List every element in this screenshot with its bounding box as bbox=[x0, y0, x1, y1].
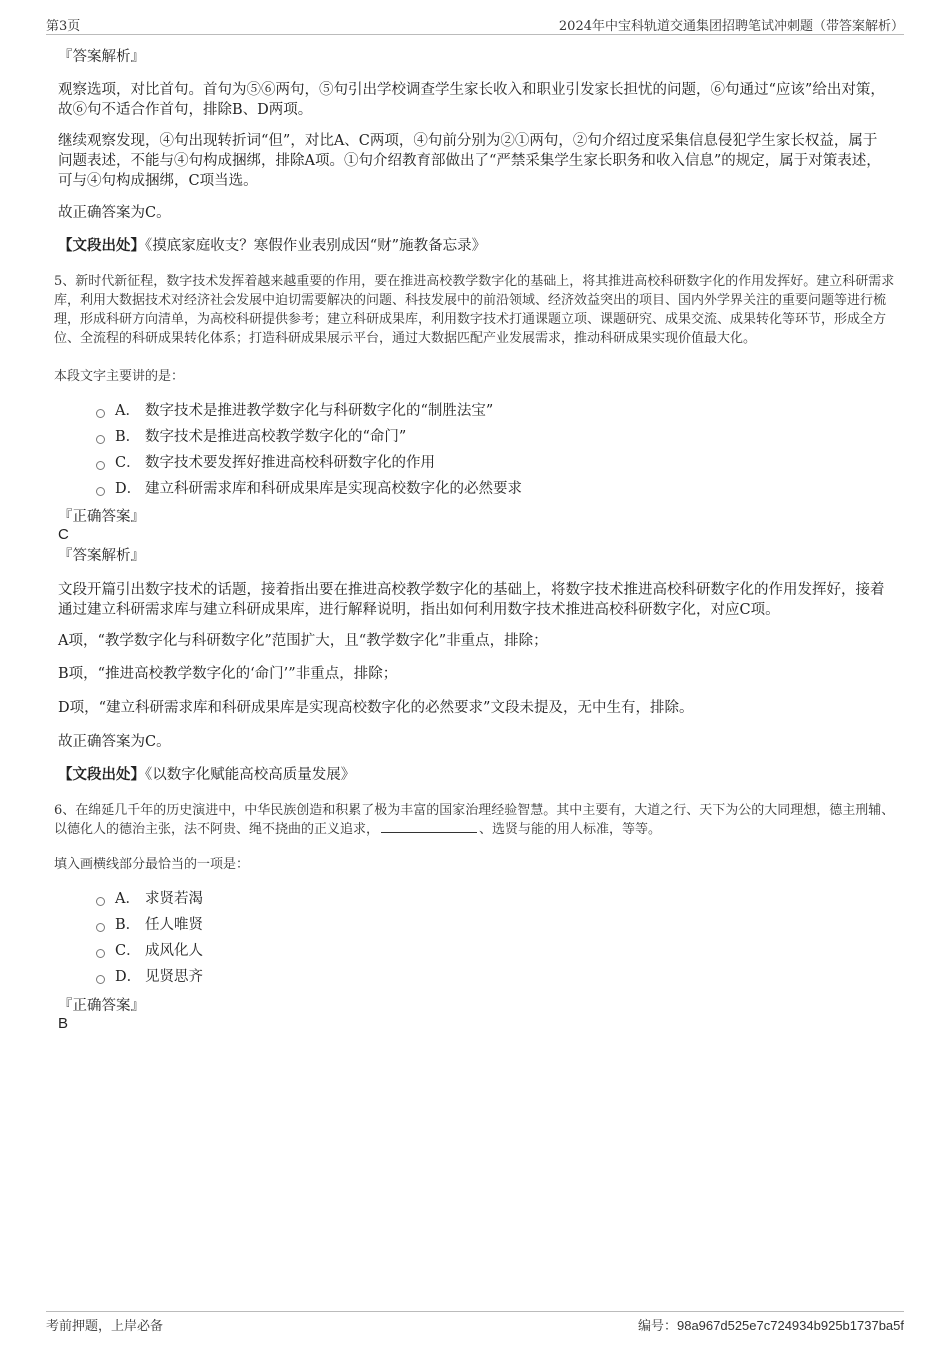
footer-slogan: 考前押题，上岸必备 bbox=[46, 1319, 164, 1334]
q4-analysis-label: 『答案解析』 bbox=[58, 49, 145, 65]
q6-question-part-2: 、选贤与能的用人标准，等等。 bbox=[479, 822, 662, 837]
radio-button[interactable] bbox=[96, 435, 105, 444]
q6-question-part-1: 6、在绵延几千年的历史演进中，中华民族创造和积累了极为丰富的国家治理经验智慧。其中主要有，大道之行、天下为公的大同理想，德主刑辅、以德化人的德治主张，法不阿贵、绳不挠曲的正义追求， bbox=[54, 803, 895, 837]
document-code bbox=[638, 1315, 904, 1334]
page-header bbox=[46, 14, 904, 35]
option-letter: B． bbox=[115, 429, 141, 445]
radio-button[interactable] bbox=[96, 949, 105, 958]
q5-answer-label: 『正确答案』 bbox=[58, 509, 145, 525]
q5-question: 5、新时代新征程，数字技术发挥着越来越重要的作用，要在推进高校教学数字化的基础上，将其推进高校科研数字化的作用发挥好。建立科研需求库，利用大数据技术对经济社会发展中迫切需要解决的问题、科技发展中的前沿领域、经济效益突出的项目、国内外学界关注的重要问题等进行梳理，形成科研方向清单，为高校科研提供参考；建立科研成果库，利用数字技术打通课题立项、课题研究、成果交流、成果转化等环节，形成全方位、全流程的科研成果转化体系；打造科研成果展示平台，通过大数据匹配产业发展需求，推动科研成果实现价值最大化。 bbox=[54, 274, 895, 346]
radio-button[interactable] bbox=[96, 923, 105, 932]
q5-analysis-paragraph-1: 文段开篇引出数字技术的话题，接着指出要在推进高校教学数字化的基础上，将数字技术推进高校科研数字化的作用发挥好，接着通过建立科研需求库与建立科研成果库，进行解释说明，指出如何利用数字技术推进高校科研数字化，对应C项。 bbox=[58, 582, 885, 618]
q5-option-a[interactable] bbox=[96, 401, 493, 421]
option-letter: B． bbox=[115, 917, 141, 933]
option-text: 求贤若渴 bbox=[145, 891, 203, 907]
code-value: 98a967d525e7c724934b925b1737ba5f bbox=[676, 1318, 904, 1333]
option-text: 数字技术是推进教学数字化与科研数字化的“制胜法宝” bbox=[145, 403, 494, 419]
q4-analysis-paragraph-1: 观察选项，对比首句。首句为⑤⑥两句，⑤句引出学校调查学生家长收入和职业引发家长担忧的问题，⑥句通过“应该”给出对策，故⑥句不适合作首句，排除B、D两项。 bbox=[58, 82, 885, 118]
q5-analysis-option-b: B项，“推进高校教学数字化的‘命门’”非重点，排除； bbox=[58, 666, 398, 682]
q5-prompt: 本段文字主要讲的是： bbox=[54, 369, 185, 384]
option-text: 数字技术是推进高校教学数字化的“命门” bbox=[145, 429, 407, 445]
q6-option-c[interactable] bbox=[96, 941, 203, 961]
q4-source bbox=[58, 236, 486, 256]
q6-prompt: 填入画横线部分最恰当的一项是： bbox=[54, 857, 250, 872]
q4-source-label: 【文段出处】 bbox=[58, 237, 145, 254]
q6-option-a[interactable] bbox=[96, 889, 203, 909]
option-letter: D． bbox=[115, 481, 142, 497]
page-footer bbox=[46, 1311, 904, 1334]
q6-option-b[interactable] bbox=[96, 915, 203, 935]
q6-answer-label: 『正确答案』 bbox=[58, 998, 145, 1014]
q5-option-b[interactable] bbox=[96, 427, 406, 447]
code-label: 编号： bbox=[637, 1319, 677, 1334]
option-text: 建立科研需求库和科研成果库是实现高校数字化的必然要求 bbox=[145, 481, 522, 497]
q5-analysis-option-d: D项，“建立科研需求库和科研成果库是实现高校数字化的必然要求”文段未提及，无中生有，排除。 bbox=[58, 700, 694, 716]
option-text: 任人唯贤 bbox=[145, 917, 203, 933]
q5-analysis-label: 『答案解析』 bbox=[58, 548, 145, 564]
q4-analysis-paragraph-2: 继续观察发现，④句出现转折词“但”，对比A、C两项，④句前分别为②①两句，②句介绍过度采集信息侵犯学生家长权益，属于问题表述，不能与④句构成捆绑，排除A项。①句介绍教育部做出了“严禁采集学生家长职务和收入信息”的规定，属于对策表述，可与④句构成捆绑，C项当选。 bbox=[58, 133, 881, 189]
option-text: 见贤思齐 bbox=[145, 969, 203, 985]
page-number: 第3页 bbox=[46, 19, 81, 34]
q6-question bbox=[54, 801, 896, 839]
option-text: 数字技术要发挥好推进高校科研数字化的作用 bbox=[145, 455, 435, 471]
document-title: 2024年中宝科轨道交通集团招聘笔试冲刺题（带答案解析） bbox=[558, 19, 904, 34]
q4-conclusion: 故正确答案为C。 bbox=[58, 205, 171, 221]
q4-source-text: 《摸底家庭收支？寒假作业表别成因“财”施教备忘录》 bbox=[145, 238, 487, 254]
option-letter: C． bbox=[115, 943, 141, 959]
option-text: 成风化人 bbox=[145, 943, 203, 959]
q5-source-label: 【文段出处】 bbox=[58, 766, 145, 783]
q5-source-text: 《以数字化赋能高校高质量发展》 bbox=[145, 767, 356, 783]
q5-option-c[interactable] bbox=[96, 453, 435, 473]
q5-source bbox=[58, 765, 355, 785]
option-letter: A． bbox=[115, 403, 140, 419]
radio-button[interactable] bbox=[96, 409, 105, 418]
q5-option-d[interactable] bbox=[96, 479, 522, 499]
option-letter: C． bbox=[115, 455, 141, 471]
q6-answer: B bbox=[58, 1015, 69, 1032]
q5-conclusion: 故正确答案为C。 bbox=[58, 734, 171, 750]
q5-analysis-option-a: A项，“教学数字化与科研数字化”范围扩大，且“教学数字化”非重点，排除； bbox=[58, 633, 548, 649]
radio-button[interactable] bbox=[96, 461, 105, 470]
option-letter: D． bbox=[115, 969, 142, 985]
radio-button[interactable] bbox=[96, 487, 105, 496]
radio-button[interactable] bbox=[96, 975, 105, 984]
option-letter: A． bbox=[115, 891, 140, 907]
q5-answer: C bbox=[58, 526, 69, 543]
radio-button[interactable] bbox=[96, 897, 105, 906]
q6-option-d[interactable] bbox=[96, 967, 203, 987]
fill-in-blank bbox=[381, 820, 477, 833]
